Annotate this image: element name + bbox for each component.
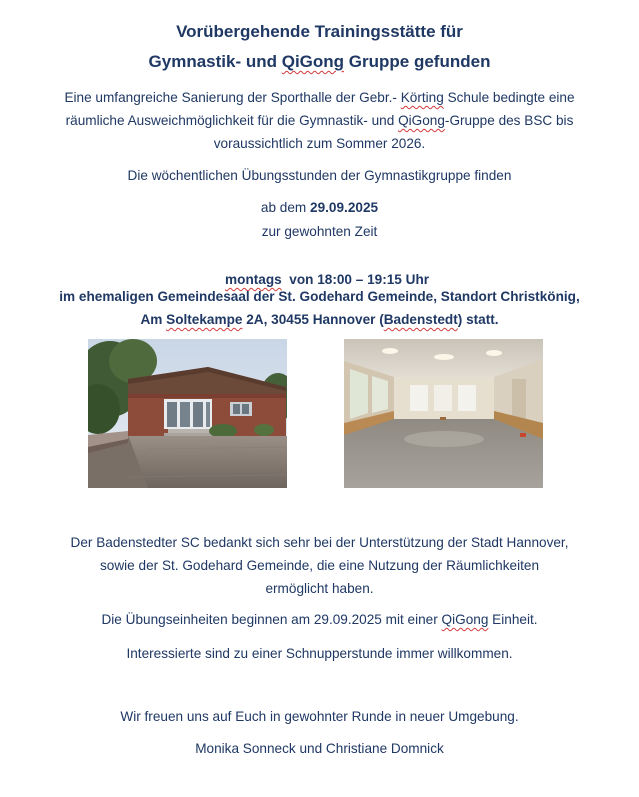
schedule-hours: von 18:00 – 19:15 Uhr	[281, 272, 430, 287]
hall-interior-photo	[344, 339, 543, 488]
schedule-start-date: 29.09.2025	[310, 200, 379, 215]
intro-line-3: voraussichtlich zum Sommer 2026.	[213, 136, 426, 151]
thanks-line-3: ermöglicht haben.	[265, 581, 374, 596]
signature: Monika Sonneck und Christiane Domnick	[195, 741, 444, 756]
location-line-2	[0, 312, 639, 327]
start-note-qigong: QiGong	[441, 612, 489, 627]
title-line-2	[0, 52, 639, 72]
location-part: 2A, 30455 Hannover (	[242, 312, 384, 327]
intro-qigong: QiGong	[398, 113, 445, 128]
intro-part: Eine umfangreiche Sanierung der Sporthalle der Gebr.-	[64, 90, 401, 105]
intro-line-1	[0, 90, 639, 105]
schedule-start-prefix: ab dem	[260, 200, 311, 215]
location-district: Badenstedt	[383, 312, 458, 327]
intro-part: Schule bedingte eine	[443, 90, 575, 105]
schedule-usual-time: zur gewohnten Zeit	[261, 224, 378, 239]
start-note	[0, 612, 639, 627]
location-street: Soltekampe	[166, 312, 243, 327]
title-qigong: QiGong	[281, 52, 345, 71]
intro-part: -Gruppe des BSC bis	[444, 113, 574, 128]
intro-line-2	[0, 113, 639, 128]
intro-koerting: Körting	[400, 90, 444, 105]
schedule-start	[0, 200, 639, 215]
title-part: Gymnastik- und	[148, 52, 282, 71]
start-note-part: Die Übungseinheiten beginnen am 29.09.2025 mit einer	[101, 612, 442, 627]
thanks-line-2: sowie der St. Godehard Gemeinde, die eine Nutzung der Räumlichkeiten	[99, 558, 540, 573]
location-line-1: im ehemaligen Gemeindesaal der St. Godehard Gemeinde, Standort Christkönig,	[59, 289, 580, 304]
closing-text: Wir freuen uns auf Euch in gewohnter Runde in neuer Umgebung.	[120, 709, 519, 724]
start-note-part: Einheit.	[488, 612, 538, 627]
schedule-weekday: montags	[225, 272, 282, 287]
building-exterior-photo	[88, 339, 287, 488]
intro-part: räumliche Ausweichmöglichkeit für die Gymnastik- und	[65, 113, 399, 128]
title-line-1: Vorübergehende Trainingsstätte für	[176, 22, 463, 41]
location-part: ) statt.	[457, 312, 499, 327]
location-part: Am	[140, 312, 167, 327]
thanks-line-1: Der Badenstedter SC bedankt sich sehr bei der Unterstützung der Stadt Hannover,	[70, 535, 569, 550]
schedule-line-1: Die wöchentlichen Übungsstunden der Gymnastikgruppe finden	[127, 168, 512, 183]
title-part: Gruppe gefunden	[344, 52, 491, 71]
invite-text: Interessierte sind zu einer Schnupperstunde immer willkommen.	[126, 646, 513, 661]
